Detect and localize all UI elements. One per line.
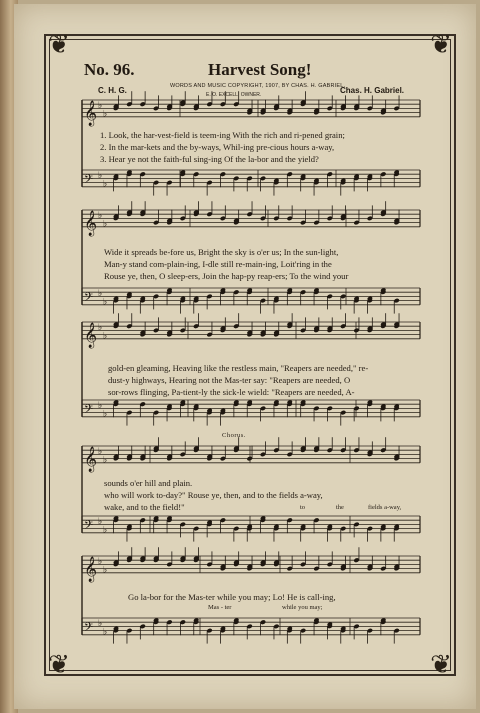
flat-icon: ♭ xyxy=(98,289,103,300)
hymn-title: Harvest Song! xyxy=(208,60,312,79)
copyright-owner: E. O. EXCELL, OWNER. xyxy=(206,92,262,98)
flat-icon: ♭ xyxy=(98,101,103,112)
flat-icon: ♭ xyxy=(103,627,108,638)
lyric-s4-verse1: sounds o'er hill and plain. xyxy=(104,478,193,488)
corner-ornament-icon: ❦ xyxy=(430,650,452,680)
lyric-s4-verse3: wake, and to the field!" xyxy=(104,502,185,512)
copyright-notice: WORDS AND MUSIC COPYRIGHT, 1907, BY CHAS. H. GABRIEL. xyxy=(170,83,346,89)
flat-icon: ♭ xyxy=(103,179,108,190)
bass-clef-icon: 𝄢 xyxy=(84,402,94,419)
flat-icon: ♭ xyxy=(103,455,108,466)
bass-clef-icon: 𝄢 xyxy=(84,290,94,307)
corner-ornament-icon: ❦ xyxy=(48,650,70,680)
treble-clef-icon: 𝄞 xyxy=(84,210,98,236)
bass-lyric-to: to xyxy=(300,504,306,511)
flat-icon: ♭ xyxy=(103,219,108,230)
bass-clef-icon: 𝄢 xyxy=(84,518,94,535)
bass-clef-icon: 𝄢 xyxy=(84,620,94,637)
flat-icon: ♭ xyxy=(103,565,108,576)
flat-icon: ♭ xyxy=(98,517,103,528)
lyric-s2-verse1: Wide it spreads be-fore us, Bright the sky is o'er us; In the sun-light, xyxy=(104,247,339,257)
treble-clef-icon: 𝄞 xyxy=(84,556,98,582)
flat-icon: ♭ xyxy=(103,525,108,536)
corner-ornament-icon: ❦ xyxy=(48,30,70,60)
bass-lyric-while: while you may; xyxy=(282,604,323,611)
hymn-number: No. 96. xyxy=(84,60,135,79)
chorus-label: Chorus. xyxy=(222,432,246,439)
treble-clef-icon: 𝄞 xyxy=(84,446,98,472)
lyric-s3-verse2: dust-y highways, Hearing not the Mas-ter say: "Reapers are needed, O xyxy=(108,375,351,385)
lyric-s3-verse3: sor-rows flinging, Pa-tient-ly the sick-le wield: "Reapers are needed, A- xyxy=(108,387,355,397)
bass-lyric-fields: fields a-way, xyxy=(368,504,402,511)
bass-lyric-the: the xyxy=(336,504,344,511)
flat-icon: ♭ xyxy=(103,331,108,342)
flat-icon: ♭ xyxy=(98,401,103,412)
composer-credit: Chas. H. Gabriel. xyxy=(340,86,405,95)
lyric-s3-verse1: gold-en gleaming, Heaving like the restless main, "Reapers are needed," re- xyxy=(108,363,369,373)
lyric-s2-verse2: Man-y stand com-plain-ing, I-dle still re-main-ing, Loit'ring in the xyxy=(104,259,332,269)
flat-icon: ♭ xyxy=(98,557,103,568)
lyric-s1-verse1: 1. Look, the har-vest-field is teem-ing With the rich and ri-pened grain; xyxy=(100,130,345,140)
flat-icon: ♭ xyxy=(103,109,108,120)
treble-clef-icon: 𝄞 xyxy=(84,100,98,126)
corner-ornament-icon: ❦ xyxy=(430,30,452,60)
treble-clef-icon: 𝄞 xyxy=(84,322,98,348)
flat-icon: ♭ xyxy=(103,297,108,308)
flat-icon: ♭ xyxy=(98,171,103,182)
lyric-s4-verse2: who will work to-day?" Rouse ye, then, and to the fields a-way, xyxy=(104,490,323,500)
bass-clef-icon: 𝄢 xyxy=(84,172,94,189)
lyric-s2-verse3: Rouse ye, then, O sleep-ers, Join the hap-py reap-ers; To the wind your xyxy=(104,271,349,281)
lyric-s1-verse3: 3. Hear ye not the faith-ful sing-ing Of the la-bor and the yield? xyxy=(100,154,319,164)
bass-lyric-master: Mas - ter xyxy=(208,604,232,611)
lyricist-credit: C. H. G. xyxy=(98,86,127,95)
flat-icon: ♭ xyxy=(103,409,108,420)
flat-icon: ♭ xyxy=(98,323,103,334)
flat-icon: ♭ xyxy=(98,619,103,630)
flat-icon: ♭ xyxy=(98,447,103,458)
lyric-s1-verse2: 2. In the mar-kets and the by-ways, Whil-ing pre-cious hours a-way, xyxy=(100,142,335,152)
flat-icon: ♭ xyxy=(98,211,103,222)
lyric-s5-verse1: Go la-bor for the Mas-ter while you may; Lo! He is call-ing, xyxy=(128,592,336,602)
